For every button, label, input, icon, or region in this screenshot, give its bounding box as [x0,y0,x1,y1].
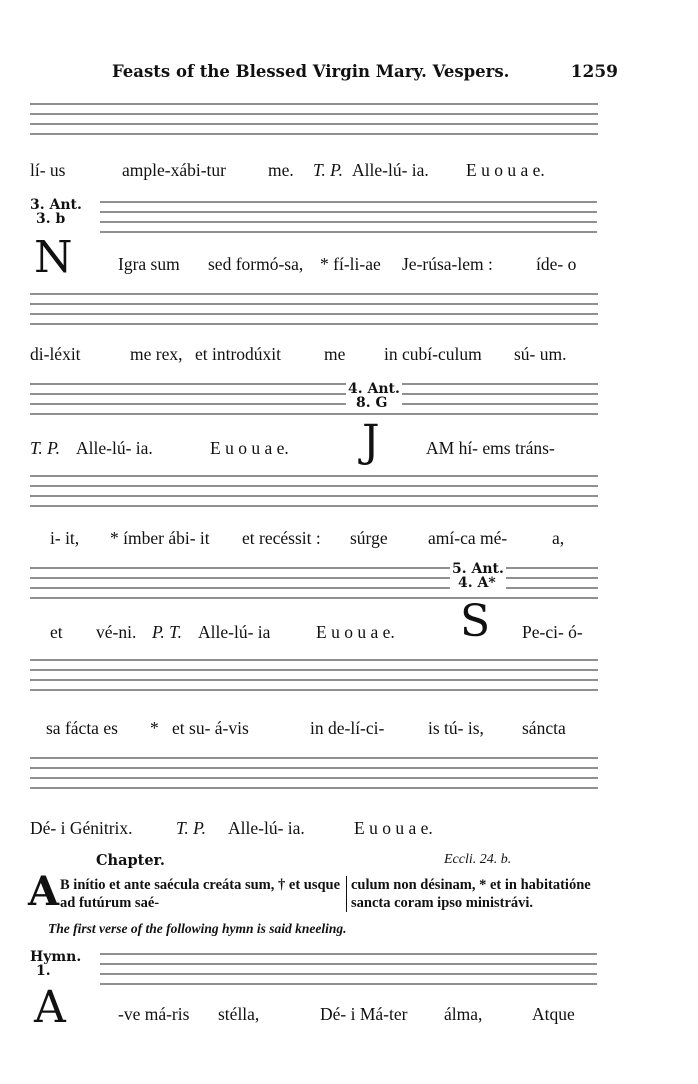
staff-8 [30,752,600,804]
hymn-label: Hymn. 1. [30,949,82,979]
lyric-segment: sed formó-sa, [208,254,304,274]
lyric-segment: E u o u a e. [354,818,433,838]
lyrics-6 [30,622,600,646]
lyric-segment: súrge [350,528,388,548]
lyric-segment: * ímber ábi- it [110,528,210,548]
lyric-segment: Dé- i Má-ter [320,1004,408,1024]
lyric-segment: T. P. [176,818,206,838]
lyric-segment: me rex, [130,344,183,364]
lyric-segment: * fí-li-ae [320,254,381,274]
initial-N: N [34,232,73,283]
lyrics-7 [30,718,600,742]
staff-5 [30,470,600,522]
chapter-reference: Eccli. 24. b. [444,852,512,867]
lyric-segment: i- it, [50,528,80,548]
lyric-segment: in cubí-culum [384,344,482,364]
lyric-segment: Pe-ci- ó- [522,622,583,642]
lyric-segment: Dé- i Génitrix. [30,818,133,838]
staff-6 [30,562,600,614]
lyric-segment: AM hí- ems tráns- [426,438,555,458]
lyric-segment: Igra sum [118,254,180,274]
chapter-initial-A: A [28,868,60,915]
lyric-segment: E u o u a e. [316,622,395,642]
initial-S: S [460,596,491,647]
initial-J: J [362,416,380,467]
lyric-segment: amí-ca mé- [428,528,508,548]
antiphon-label-3: 3. Ant. 3. b [30,197,82,227]
lyric-segment: Alle-lú- ia. [76,438,153,458]
lyric-segment: T. P. [30,438,60,458]
staff-2 [100,196,600,246]
initial-A: A [34,982,66,1033]
chapter-column-2: culum non désinam, * et in habitatióne sancta coram ipso ministrávi. [346,876,611,912]
lyric-segment: T. P. [313,160,343,180]
lyric-segment: me [324,344,346,364]
antiphon-label-5: 5. Ant. 4. A* [452,561,504,591]
lyric-segment: et su- á-vis [172,718,249,738]
lyrics-1 [30,160,600,184]
page-header [112,62,618,82]
lyric-segment: * [150,718,159,738]
page-number: 1259 [570,62,618,82]
staff-9 [100,948,600,1000]
lyric-segment: stélla, [218,1004,260,1024]
lyric-segment: ample-xábi-tur [122,160,226,180]
staff-7 [30,654,600,706]
staff-1 [30,98,600,150]
lyric-segment: Alle-lú- ia [198,622,271,642]
lyric-segment: E u o u a e. [210,438,289,458]
lyric-segment: et introdúxit [195,344,282,364]
lyrics-4 [30,438,600,462]
lyric-segment: -ve má-ris [118,1004,190,1024]
lyrics-5 [30,528,600,552]
running-title: Feasts of the Blessed Virgin Mary. Vespers. [112,62,510,81]
antiphon-label-4: 4. Ant. 8. G [348,381,400,411]
rubric: The first verse of the following hymn is said kneeling. [48,921,347,936]
lyric-segment: di-léxit [30,344,81,364]
lyric-segment: álma, [444,1004,483,1024]
lyrics-8 [30,818,600,842]
lyric-segment: Je-rúsa-lem : [402,254,493,274]
lyric-segment: P. T. [152,622,182,642]
lyric-segment: íde- o [536,254,577,274]
lyrics-9 [30,1004,600,1028]
lyric-segment: is tú- is, [428,718,484,738]
chapter-column-1: B inítio et ante saécula creáta sum, † et usque ad futúrum saé- [60,877,341,911]
lyric-segment: Alle-lú- ia. [228,818,305,838]
lyric-segment: vé-ni. [96,622,137,642]
lyric-segment: Atque [532,1004,575,1024]
lyric-segment: me. [268,160,294,180]
lyric-segment: E u o u a e. [466,160,545,180]
lyric-segment: sa fácta es [46,718,118,738]
lyric-segment: et [50,622,63,642]
lyric-segment: sáncta [522,718,566,738]
lyric-segment: et recéssit : [242,528,321,548]
staff-4 [30,378,600,430]
lyric-segment: a, [552,528,565,548]
lyrics-3 [30,344,600,368]
chapter-heading: Chapter. [96,852,165,869]
lyric-segment: Alle-lú- ia. [352,160,429,180]
lyric-segment: lí- us [30,160,66,180]
lyrics-2 [30,254,600,278]
lyric-segment: sú- um. [514,344,567,364]
lyric-segment: in de-lí-ci- [310,718,385,738]
staff-3 [30,288,600,340]
